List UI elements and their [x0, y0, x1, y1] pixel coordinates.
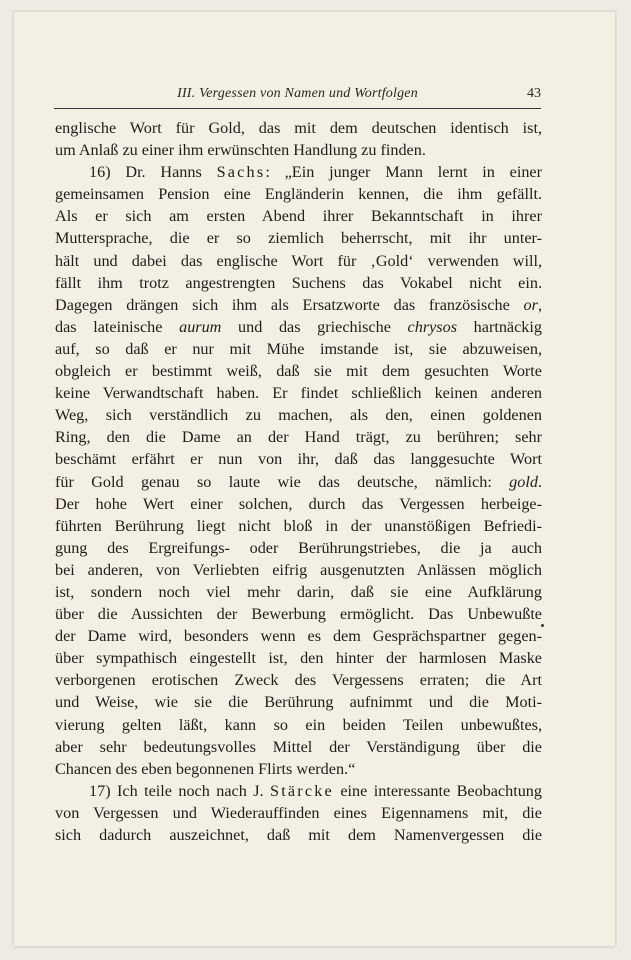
- italic-word: gold: [509, 472, 538, 491]
- text-run: Dagegen drängen sich ihm als Ersatzworte das französische: [55, 295, 524, 314]
- text-run: : „Ein junger Mann lernt in einer: [265, 163, 542, 182]
- text-line: führten Berührung liegt nicht bloß in der unanstößigen Befriedi-: [55, 516, 542, 535]
- text-run: das lateinische: [55, 317, 180, 336]
- text-line: fällt ihm trotz angestrengten Suchens das Vokabel nicht ein.: [55, 273, 542, 292]
- text-line: Der hohe Wert einer solchen, durch das Vergessen herbeige-: [55, 494, 542, 513]
- text-line: [55, 161, 542, 183]
- page-number: 43: [527, 86, 541, 101]
- text-run: für Gold genau so laute wie das deutsche, nämlich:: [55, 472, 510, 491]
- text-line: [55, 471, 542, 493]
- italic-word: chrysos: [407, 317, 458, 336]
- book-page: [14, 12, 615, 946]
- text-line: beschämt erfährt er nun von ihr, daß das langgesuchte Wort: [55, 450, 542, 469]
- text-line: über die Aussichten der Bewerbung ermöglicht. Das Unbewußte: [55, 605, 542, 624]
- text-run: hartnäckig: [457, 317, 542, 336]
- text-line: aber sehr bedeutungsvolles Mittel der Verständigung über die: [55, 737, 542, 756]
- italic-word: or: [523, 295, 538, 314]
- text-line: hält und dabei das englische Wort für ‚Gold‘ verwenden will,: [55, 251, 542, 270]
- text-line: vierung gelten läßt, kann so ein beiden Teilen unbewußtes,: [55, 715, 542, 734]
- spaced-name: Stärcke: [270, 781, 334, 800]
- spaced-name: Sachs: [216, 163, 266, 182]
- text-run: ,: [537, 295, 542, 314]
- text-line: der Dame wird, besonders wenn es dem Gesprächspartner gegen-: [55, 627, 542, 646]
- ink-speck: [541, 624, 544, 627]
- text-line: auf, so daß er nur mit Mühe imstande ist, sie abzuweisen,: [55, 339, 542, 358]
- text-line: englische Wort für Gold, das mit dem deutschen identisch ist,: [55, 119, 542, 137]
- text-line: und Weise, wie sie die Berührung aufnimmt und die Moti-: [55, 693, 542, 712]
- text-line: [55, 780, 542, 802]
- text-line: verborgenen erotischen Zweck des Vergessens erraten; die Art: [55, 671, 542, 690]
- text-line: sich dadurch auszeichnet, daß mit dem Namenvergessen die: [55, 826, 542, 844]
- text-line: Ring, den die Dame an der Hand trägt, zu berühren; sehr: [55, 428, 542, 447]
- italic-word: aurum: [179, 317, 222, 336]
- text-line: um Anlaß zu einer ihm erwünschten Handlung zu finden.: [55, 141, 426, 160]
- text-line: Chancen des eben begonnenen Flirts werden.“: [55, 759, 356, 778]
- text-line: Weg, sich verständlich zu machen, als den, einen goldenen: [55, 406, 542, 425]
- text-line: gemeinsamen Pension eine Engländerin kennen, die ihm gefällt.: [55, 185, 542, 204]
- chapter-title: III. Vergessen von Namen und Wortfolgen: [177, 86, 418, 101]
- text-line: bei anderen, von Verliebten eifrig ausgenutzten Anlässen möglich: [55, 560, 542, 579]
- text-line: obgleich er bestimmt weiß, daß sie mit dem gesuchten Worte: [55, 362, 542, 381]
- running-header: [54, 82, 541, 109]
- text-run: eine interessante Beobachtung: [333, 781, 542, 800]
- text-line: [55, 294, 542, 316]
- body-text: [55, 117, 542, 846]
- text-run: 17) Ich teile noch nach J.: [89, 781, 270, 800]
- text-line: Als er sich am ersten Abend ihrer Bekanntschaft in ihrer: [55, 207, 542, 226]
- text-line: gung des Ergreifungs- oder Berührungstriebes, die ja auch: [55, 538, 542, 557]
- text-run: 16) Dr. Hanns: [89, 163, 217, 182]
- text-line: ist, sondern noch viel mehr darin, daß sie eine Aufklärung: [55, 582, 542, 601]
- text-run: .: [537, 472, 542, 491]
- text-line: über sympathisch eingestellt ist, den hinter der harmlosen Maske: [55, 649, 542, 668]
- text-line: [55, 316, 542, 338]
- text-line: von Vergessen und Wiederauffinden eines Eigennamens mit, die: [55, 803, 542, 822]
- text-line: keine Verwandtschaft haben. Er findet schließlich keinen anderen: [55, 384, 542, 403]
- text-run: und das griechische: [221, 317, 408, 336]
- text-line: Muttersprache, die er so ziemlich beherrscht, mit ihr unter-: [55, 229, 542, 248]
